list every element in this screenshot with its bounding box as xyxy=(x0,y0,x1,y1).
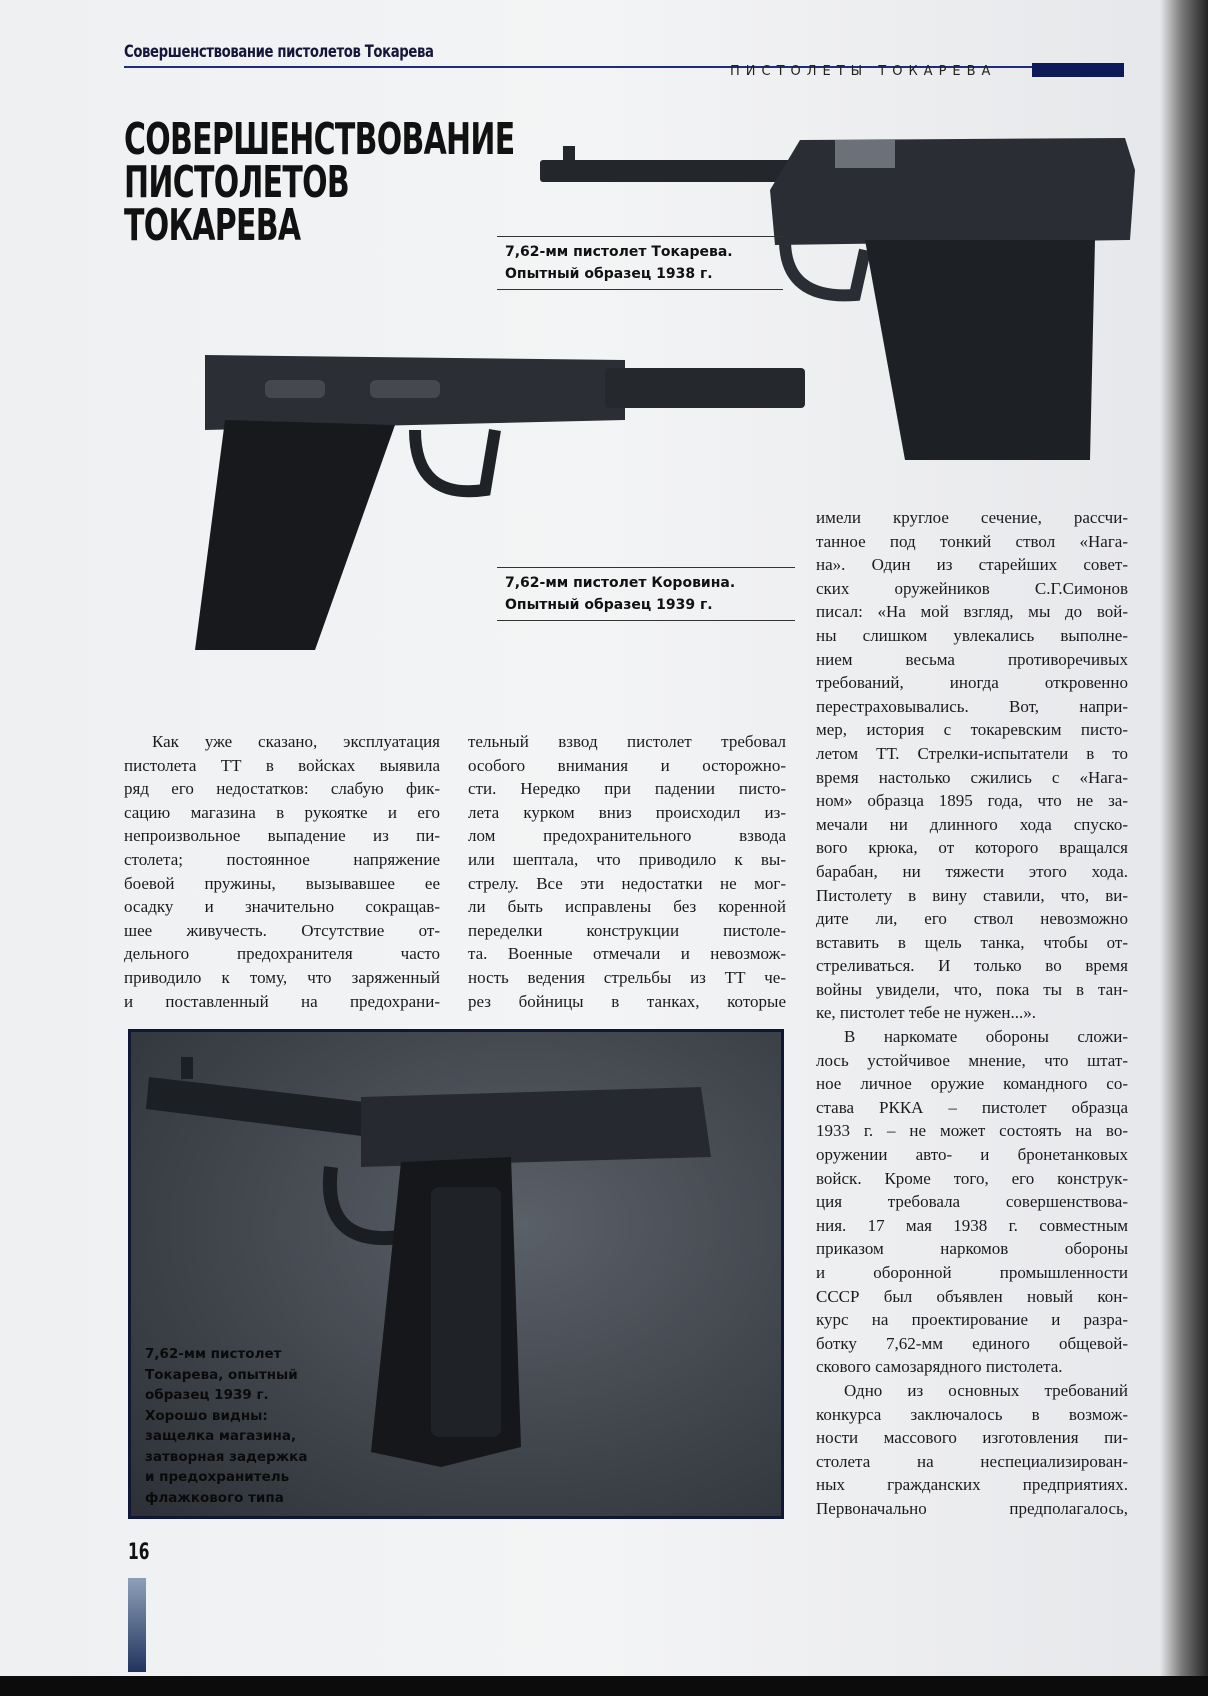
section-tag: ПИСТОЛЕТЫ ТОКАРЕВА xyxy=(730,64,997,79)
text-column-2: тельный взвод пистолет требовал особого внимания и осторожно- сти. Нередко при падении писто- лета курком вниз происходил из- лом предохранительного взвода или шептала, что приводило к вы- стрелу. Все эти недостатки не мог- ли быть исправлены без коренной переделки конструкции пистоле- та. Военные отмечали и невозмож- ность ведения стрельбы из ТТ че- рез бойницы в танках, которые xyxy=(468,732,786,1011)
pistol-trigger-guard xyxy=(415,430,495,491)
pistol-barrel xyxy=(146,1077,391,1139)
scan-bottom-edge xyxy=(0,1676,1208,1696)
section-color-block xyxy=(1032,63,1124,77)
photo-tokarev-1939 xyxy=(128,1029,784,1519)
running-header-title: Совершенствование пистолетов Токарева xyxy=(124,42,434,62)
caption-tokarev-1939: 7,62-мм пистолет Токарева, опытный образец 1939 г. Хорошо видны: защелка магазина, затворная задержка и предохранитель флажкового типа xyxy=(145,1346,308,1506)
pistol-slide xyxy=(361,1087,711,1167)
title-line: ПИСТОЛЕТОВ xyxy=(124,157,350,208)
pistol-grip xyxy=(195,420,395,650)
page-color-bar xyxy=(128,1578,146,1672)
scan-binding-shadow xyxy=(1160,0,1208,1696)
caption-korovin-1939: 7,62-мм пистолет Коровина. Опытный образец 1939 г. xyxy=(497,567,795,621)
photo-korovin-1939 xyxy=(185,350,810,695)
article-title xyxy=(124,114,515,251)
title-line: СОВЕРШЕНСТВОВАНИЕ xyxy=(124,114,515,165)
text-column-3: имели круглое сечение, рассчи- танное под тонкий ствол «Нага- на». Один из старейших совет- ских оружейников С.Г.Симонов писал: «На мой взгляд, мы до вой- ны слишком увлекались выполне- нием весьма противоречивых требований, иногда откровенно перестраховывались. Вот, напри- мер, история с токаревским писто- летом ТТ. Стрелки-испытатели в то время настолько сжились с «Нага- ном» образца 1895 года, что не за- мечали ни длинного хода спуско- вого крюка, от которого вращался барабан, ни тяжести этого хода. Пистолету в вину ставили, что, ви- дите ли, его ствол невозможно вставить в щель танка, чтобы от- стреливаться. И только во время войны увидели, что, пока ты в тан- ке, пистолет тебе не нужен...». В наркомате обороны сложи- лось устойчивое мнение, что штат- ное личное оружие командного со- става РККА – пистолет образца 1933 г. – не может состоять на во- оружении авто- и бронетанковых войск. Кроме того, его конструк- ция требовала совершенствова- ния. 17 мая 1938 г. совместным приказом наркомов обороны и оборонной промышленности СССР был объявлен новый кон- курс на проектирование и разра- ботку 7,62-мм единого общевой- скового самозарядного пистолета. Одно из основных требований конкурса заключалось в возмож- ности массового изготовления пи- столета на неспециализирован- ных гражданских предприятиях. Первоначально предполагалось, xyxy=(816,508,1128,1518)
pistol-barrel xyxy=(540,160,810,182)
page-number: 16 xyxy=(128,1540,150,1565)
pistol-barrel xyxy=(605,368,805,408)
pistol-frame xyxy=(770,138,1135,245)
pistol-grip xyxy=(865,240,1095,460)
title-line: ТОКАРЕВА xyxy=(124,200,301,251)
caption-tokarev-1938: 7,62-мм пистолет Токарева. Опытный образец 1938 г. xyxy=(497,236,783,290)
pistol-trigger-guard xyxy=(785,240,865,295)
text-column-1: Как уже сказано, эксплуатация пистолета ТТ в войсках выявила ряд его недостатков: слабую фик- сацию магазина в рукоятке и его непроизвольное выпадение из пи- столета; постоянное напряжение боевой пружины, вызывавшее ее осадку и значительно сокращав- шее живучесть. Отсутствие от- дельного предохранителя часто приводило к тому, что заряженный и поставленный на предохрани- xyxy=(124,732,440,1011)
